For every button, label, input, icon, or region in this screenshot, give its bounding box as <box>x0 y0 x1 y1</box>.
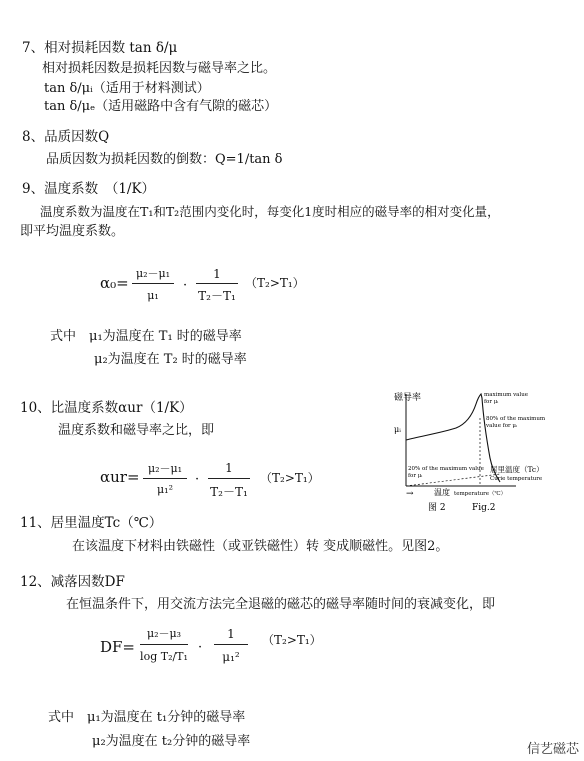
curie-label-cn: 居里温度（Tc） <box>490 465 544 474</box>
x-axis-label-cn: 温度 <box>434 488 450 497</box>
section-12-line-1: 在恒温条件下，用交流方法完全退磁的磁芯的磁导率随时间的衰减变化，即 <box>66 597 496 612</box>
figure-graph <box>392 388 578 514</box>
section-7-line-3: tan δ/μₑ（适用磁路中含有气隙的磁芯） <box>44 99 278 114</box>
section-10-line-1: 温度系数和磁导率之比，即 <box>58 423 215 438</box>
formula-denominator-1: μ₁² <box>157 483 173 496</box>
section-9-where-1: 式中 μ₁为温度在 T₁ 时的磁导率 <box>50 329 242 344</box>
formula-dot: · <box>195 472 200 487</box>
formula-dot: · <box>198 640 203 655</box>
formula-dot: · <box>183 278 188 293</box>
formula-denominator-1: log T₂/T₁ <box>140 650 188 663</box>
section-11-title: 11、居里温度Tc（℃） <box>20 515 163 531</box>
caption-cn: 图 2 <box>428 503 446 513</box>
p80-label-1: 80% of the maximum <box>486 416 546 422</box>
caption-en: Fig.2 <box>472 503 496 513</box>
section-10-title: 10、比温度系数αur（1/K） <box>20 400 193 416</box>
max-label-1: maximum value <box>484 392 529 398</box>
section-7-line-2: tan δ/μᵢ（适用于材料测试） <box>44 81 210 96</box>
fraction-bar-1 <box>140 644 188 645</box>
section-8-line-1: 品质因数为损耗因数的倒数：Q=1/tan δ <box>46 152 283 167</box>
fraction-bar-2 <box>208 478 250 479</box>
mu-i-label: μᵢ <box>394 425 401 434</box>
formula-lhs: DF= <box>100 638 136 656</box>
formula-denominator-2: T₂－T₁ <box>198 289 236 303</box>
section-12-where-2: μ₂为温度在 t₂分钟的磁导率 <box>92 734 251 749</box>
formula-numerator-2: 1 <box>227 627 235 641</box>
formula-lhs: αur= <box>100 468 140 486</box>
section-9-line-1: 温度系数为温度在T₁和T₂范围内变化时，每变化1度时相应的磁导率的相对变化量， <box>40 204 500 219</box>
p80-label-2: value for μᵢ <box>486 423 518 429</box>
formula-condition: （T₂>T₁） <box>245 276 305 290</box>
formula-numerator-2: 1 <box>213 267 221 281</box>
section-12-where-1: 式中 μ₁为温度在 t₁分钟的磁导率 <box>48 710 246 725</box>
formula-condition: （T₂>T₁） <box>260 471 320 485</box>
formula-numerator-2: 1 <box>225 461 233 475</box>
formula-lhs: α₀= <box>100 274 129 292</box>
formula-condition: （T₂>T₁） <box>262 633 322 647</box>
formula-denominator-2: μ₁² <box>222 650 240 664</box>
footer-brand: 信艺磁芯 <box>527 742 580 757</box>
curie-label-en: Curie temperature <box>490 476 543 482</box>
formula-denominator-1: μ₁ <box>147 289 159 302</box>
fraction-bar-2 <box>196 283 238 284</box>
max-label-2: for μᵢ <box>484 399 499 405</box>
formula-numerator-1: μ₂－μ₁ <box>135 267 171 280</box>
section-9-line-2: 即平均温度系数。 <box>20 224 125 239</box>
p20-label-1: 20% of the maximum value <box>408 466 484 472</box>
section-9-title: 9、温度系数 （1/K） <box>22 181 156 197</box>
section-9-where-2: μ₂为温度在 T₂ 时的磁导率 <box>94 352 247 367</box>
section-7-title: 7、相对损耗因数 tan δ/μ <box>22 40 178 56</box>
formula-numerator-1: μ₂－μ₃ <box>146 627 182 640</box>
section-12-title: 12、减落因数DF <box>20 574 125 590</box>
fraction-bar-1 <box>132 283 174 284</box>
section-11-line-1: 在该温度下材料由铁磁性（或亚铁磁性）转 变成顺磁性。见图2。 <box>72 539 449 554</box>
section-8-title: 8、品质因数Q <box>22 129 110 145</box>
y-axis-label: 磁导率 <box>394 393 422 403</box>
x-axis-label-en: temperature（℃） <box>454 491 507 497</box>
formula-numerator-1: μ₂－μ₁ <box>147 462 183 475</box>
fraction-bar-1 <box>143 478 187 479</box>
curie-temperature-figure <box>392 388 578 514</box>
fraction-bar-2 <box>214 644 248 645</box>
p20-label-2: for μᵢ <box>408 473 423 479</box>
x-axis-arrow: → <box>406 489 414 499</box>
formula-denominator-2: T₂－T₁ <box>210 485 248 499</box>
section-7-line-1: 相对损耗因数是损耗因数与磁导率之比。 <box>42 61 277 76</box>
